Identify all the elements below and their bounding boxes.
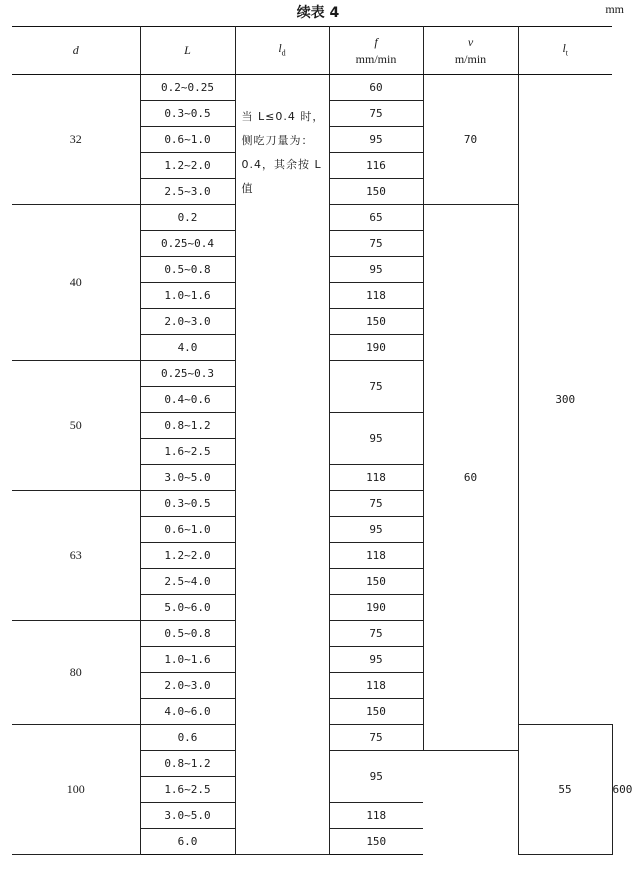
L-cell: 1.6~2.5 [140, 777, 235, 803]
table-row: 100 0.6 75 55 600 [12, 725, 612, 751]
header-L: L [140, 27, 235, 75]
f-cell: 118 [329, 465, 423, 491]
L-cell: 1.2~2.0 [140, 153, 235, 179]
L-cell: 4.0 [140, 335, 235, 361]
f-cell: 95 [329, 257, 423, 283]
f-cell: 75 [329, 361, 423, 413]
table-row [12, 75, 612, 101]
v-cell: 70 [423, 75, 518, 205]
f-cell: 75 [329, 725, 423, 751]
L-cell: 0.2 [140, 205, 235, 231]
d-cell: 100 [12, 725, 140, 855]
L-cell: 2.5~3.0 [140, 179, 235, 205]
d-cell: 63 [12, 491, 140, 621]
L-cell: 3.0~5.0 [140, 465, 235, 491]
f-cell: 150 [329, 309, 423, 335]
f-cell: 95 [329, 751, 423, 803]
L-cell: 0.8~1.2 [140, 751, 235, 777]
header-lt: $l_t$ [518, 27, 612, 75]
header-row [12, 27, 612, 75]
cutting-parameters-table [12, 26, 633, 855]
L-cell: 6.0 [140, 829, 235, 855]
f-cell: 95 [329, 647, 423, 673]
f-cell: 95 [329, 127, 423, 153]
f-cell: 150 [329, 699, 423, 725]
v-cell: 55 [518, 725, 612, 855]
L-cell: 4.0~6.0 [140, 699, 235, 725]
unit-label: mm [605, 2, 624, 16]
f-cell: 75 [329, 491, 423, 517]
header-v: v m/min [423, 27, 518, 75]
f-cell: 75 [329, 231, 423, 257]
L-cell: 1.0~1.6 [140, 283, 235, 309]
L-cell: 0.5~0.8 [140, 621, 235, 647]
L-cell: 0.2~0.25 [140, 75, 235, 101]
d-cell: 32 [12, 75, 140, 205]
L-cell: 1.2~2.0 [140, 543, 235, 569]
L-cell: 1.0~1.6 [140, 647, 235, 673]
f-cell: 118 [329, 673, 423, 699]
f-cell: 65 [329, 205, 423, 231]
header-ld: $l_d$ [235, 27, 329, 75]
ld-note: 当 L≤0.4 时，侧吃刀量为：0.4，其余按 L 值 [235, 75, 329, 855]
f-cell: 95 [329, 517, 423, 543]
d-cell: 80 [12, 621, 140, 725]
f-cell: 75 [329, 101, 423, 127]
L-cell: 2.0~3.0 [140, 309, 235, 335]
L-cell: 0.3~0.5 [140, 101, 235, 127]
L-cell: 0.3~0.5 [140, 491, 235, 517]
v-cell: 60 [423, 205, 518, 751]
L-cell: 0.4~0.6 [140, 387, 235, 413]
f-cell: 95 [329, 413, 423, 465]
f-cell: 150 [329, 569, 423, 595]
table-caption: 续表 4 [296, 5, 340, 21]
L-cell: 0.8~1.2 [140, 413, 235, 439]
d-cell: 50 [12, 361, 140, 491]
L-cell: 2.5~4.0 [140, 569, 235, 595]
L-cell: 0.25~0.4 [140, 231, 235, 257]
L-cell: 2.0~3.0 [140, 673, 235, 699]
f-cell: 60 [329, 75, 423, 101]
header-f: f mm/min [329, 27, 423, 75]
f-cell: 118 [329, 283, 423, 309]
f-cell: 118 [329, 803, 423, 829]
L-cell: 3.0~5.0 [140, 803, 235, 829]
L-cell: 0.6 [140, 725, 235, 751]
f-cell: 190 [329, 335, 423, 361]
d-cell: 40 [12, 205, 140, 361]
f-cell: 150 [329, 829, 423, 855]
L-cell: 5.0~6.0 [140, 595, 235, 621]
f-cell: 190 [329, 595, 423, 621]
header-d: d [12, 27, 140, 75]
f-cell: 116 [329, 153, 423, 179]
L-cell: 0.6~1.0 [140, 127, 235, 153]
lt-cell: 300 [518, 75, 612, 725]
f-cell: 118 [329, 543, 423, 569]
L-cell: 1.6~2.5 [140, 439, 235, 465]
f-cell: 75 [329, 621, 423, 647]
L-cell: 0.5~0.8 [140, 257, 235, 283]
L-cell: 0.6~1.0 [140, 517, 235, 543]
L-cell: 0.25~0.3 [140, 361, 235, 387]
f-cell: 150 [329, 179, 423, 205]
